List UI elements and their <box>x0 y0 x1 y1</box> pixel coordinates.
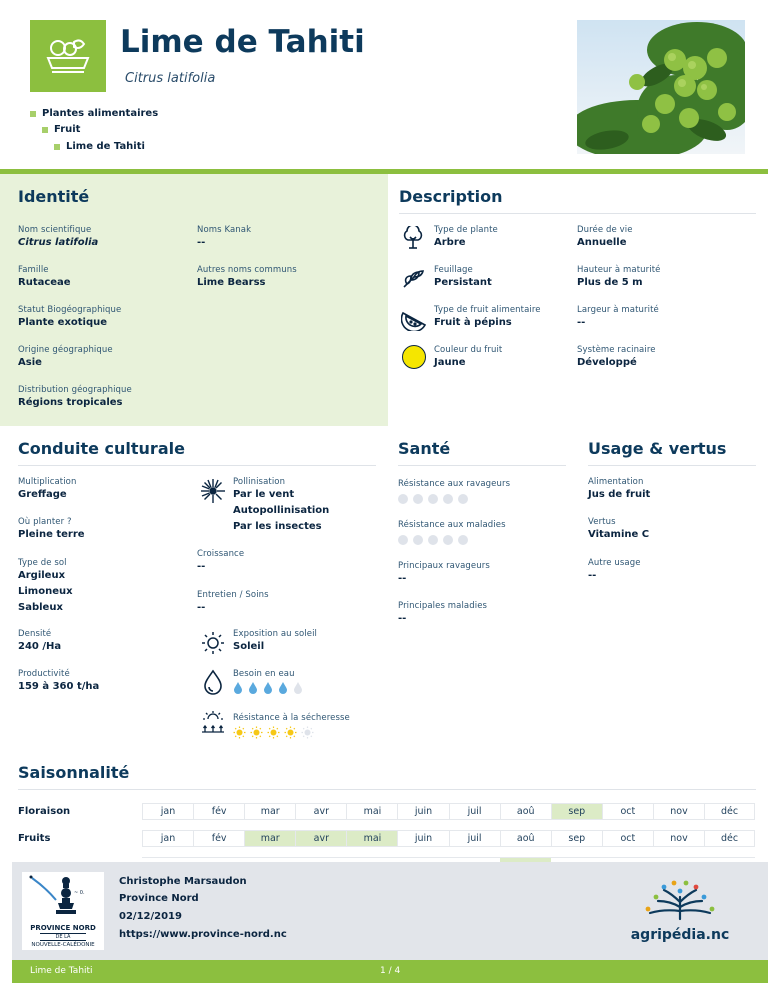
breadcrumb-level-3[interactable]: Lime de Tahiti <box>54 141 145 152</box>
description-title: Description <box>399 187 503 206</box>
season-cell-mai: mai <box>346 830 397 847</box>
agripedia-brand: agripédia.nc <box>630 927 730 943</box>
drought-resistance-meter <box>233 726 350 739</box>
footer-org: Province Nord <box>119 893 199 904</box>
season-cell-déc: déc <box>704 803 755 820</box>
resistance-dot-empty <box>413 494 423 504</box>
sun-filled <box>267 726 280 739</box>
sun-icon <box>200 630 226 656</box>
field-largeur: Largeur à maturité -- <box>577 305 659 328</box>
plant-photo <box>577 20 745 154</box>
category-logo <box>30 20 106 92</box>
field-duree-vie: Durée de vie Annuelle <box>577 225 633 248</box>
field-ou-planter: Où planter ? Pleine terre <box>18 517 85 540</box>
water-drop-filled <box>248 682 258 694</box>
resistance-dot-empty <box>398 494 408 504</box>
season-cell-avr: avr <box>295 830 346 847</box>
drought-icon <box>199 710 227 738</box>
field-systeme-racinaire: Système racinaire Développé <box>577 345 656 368</box>
season-cell-mai: mai <box>346 803 397 820</box>
season-cell-jan: jan <box>142 803 193 820</box>
logo-line-2: DE LA <box>40 933 86 941</box>
page-indicator: 1 / 4 <box>380 966 401 976</box>
field-noms-kanak: Noms Kanak -- <box>197 225 252 248</box>
season-row-fruits <box>142 830 755 847</box>
field-croissance: Croissance -- <box>197 549 245 572</box>
field-statut: Statut Biogéographique Plante exotique <box>18 305 122 328</box>
description-divider <box>399 213 756 214</box>
province-nord-logo <box>22 872 104 950</box>
season-cell-juil: juil <box>449 830 500 847</box>
identite-title: Identité <box>18 187 90 206</box>
bottom-bar-title: Lime de Tahiti <box>30 966 93 976</box>
season-cell-déc: déc <box>704 830 755 847</box>
field-principales-maladies: Principales maladies -- <box>398 601 488 624</box>
sun-empty <box>301 726 314 739</box>
season-cell-nov: nov <box>653 803 704 820</box>
usage-divider <box>588 465 756 466</box>
water-drop-filled <box>278 682 288 694</box>
season-cell-fév: fév <box>193 803 244 820</box>
field-couleur: Couleur du fruit Jaune <box>434 345 503 368</box>
season-cell-mar: mar <box>244 830 295 847</box>
field-distribution: Distribution géographique Régions tropicales <box>18 385 132 408</box>
water-drop-filled <box>263 682 273 694</box>
breadcrumb-level-2[interactable]: Fruit <box>42 124 80 135</box>
field-densite: Densité 240 /Ha <box>18 629 62 652</box>
breadcrumb-level-1[interactable]: Plantes alimentaires <box>30 108 158 119</box>
field-origine: Origine géographique Asie <box>18 345 113 368</box>
sun-filled <box>284 726 297 739</box>
fruit-basket-icon <box>44 36 92 76</box>
fruit-slice-icon <box>401 307 427 331</box>
pest-resistance-meter <box>398 494 510 504</box>
saison-title: Saisonnalité <box>18 763 130 782</box>
season-cell-jan: jan <box>142 830 193 847</box>
resistance-dot-empty <box>428 535 438 545</box>
water-need-meter <box>233 682 303 694</box>
field-secheresse: Résistance à la sécheresse <box>233 713 350 739</box>
agripedia-logo <box>630 877 730 941</box>
sante-divider <box>398 465 566 466</box>
field-besoin-eau: Besoin en eau <box>233 669 303 694</box>
season-cell-avr: avr <box>295 803 346 820</box>
tree-icon <box>401 226 425 250</box>
footer-date: 02/12/2019 <box>119 911 182 922</box>
field-type-fruit: Type de fruit alimentaire Fruit à pépins <box>434 305 541 328</box>
field-alimentation: Alimentation Jus de fruit <box>588 477 651 500</box>
season-cell-mar: mar <box>244 803 295 820</box>
field-productivite: Productivité 159 à 360 t/ha <box>18 669 100 692</box>
season-row-floraison <box>142 803 755 820</box>
field-pollinisation: Pollinisation Par le vent Autopollinisation Par les insectes <box>233 477 330 532</box>
season-cell-nov: nov <box>653 830 704 847</box>
conduite-title: Conduite culturale <box>18 439 185 458</box>
color-dot-icon <box>402 345 426 369</box>
sante-title: Santé <box>398 439 451 458</box>
field-hauteur: Hauteur à maturité Plus de 5 m <box>577 265 661 288</box>
resistance-dot-empty <box>413 535 423 545</box>
svg-text:~ 0.: ~ 0. <box>74 890 85 896</box>
pollination-icon <box>200 478 226 504</box>
season-cell-juin: juin <box>397 803 448 820</box>
footer-url[interactable]: https://www.province-nord.nc <box>119 929 287 940</box>
resistance-dot-empty <box>398 535 408 545</box>
field-entretien: Entretien / Soins -- <box>197 590 269 613</box>
resistance-dot-empty <box>443 494 453 504</box>
field-vertus: Vertus Vitamine C <box>588 517 650 540</box>
logo-line-1: PROVINCE NORD <box>30 924 96 932</box>
resistance-dot-empty <box>458 535 468 545</box>
season-cell-sep: sep <box>551 803 602 820</box>
agripedia-tree-icon <box>630 877 730 921</box>
page-subtitle: Citrus latifolia <box>125 71 216 86</box>
resistance-dot-empty <box>458 494 468 504</box>
field-resistance-ravageurs: Résistance aux ravageurs <box>398 479 510 504</box>
field-autre-usage: Autre usage -- <box>588 558 641 581</box>
water-drop-filled <box>233 682 243 694</box>
field-type-sol: Type de sol Argileux Limoneux Sableux <box>18 558 73 613</box>
field-resistance-maladies: Résistance aux maladies <box>398 520 506 545</box>
resistance-dot-empty <box>443 535 453 545</box>
sun-filled <box>233 726 246 739</box>
resistance-dot-empty <box>428 494 438 504</box>
season-cell-juin: juin <box>397 830 448 847</box>
season-cell-juil: juil <box>449 803 500 820</box>
season-cell-oct: oct <box>602 803 653 820</box>
season-cell-aoû: aoû <box>500 803 551 820</box>
disease-resistance-meter <box>398 535 506 545</box>
usage-title: Usage & vertus <box>588 439 727 458</box>
season-cell-sep: sep <box>551 830 602 847</box>
field-famille: Famille Rutaceae <box>18 265 71 288</box>
field-autres-noms: Autres noms communs Lime Bearss <box>197 265 297 288</box>
conduite-divider <box>18 465 376 466</box>
field-nom-scientifique: Nom scientifique Citrus latifolia <box>18 225 99 248</box>
season-label-floraison: Floraison <box>18 806 71 817</box>
footer-author: Christophe Marsaudon <box>119 876 247 887</box>
season-label-fruits: Fruits <box>18 833 51 844</box>
logo-line-3: NOUVELLE-CALÉDONIE <box>31 942 95 948</box>
season-cell-oct: oct <box>602 830 653 847</box>
season-cell-fév: fév <box>193 830 244 847</box>
field-feuillage: Feuillage Persistant <box>434 265 492 288</box>
saison-divider <box>18 789 756 790</box>
water-drop-icon <box>202 669 224 695</box>
sun-filled <box>250 726 263 739</box>
leaf-icon <box>401 266 425 290</box>
field-principaux-ravageurs: Principaux ravageurs -- <box>398 561 490 584</box>
field-type-plante: Type de plante Arbre <box>434 225 498 248</box>
page-title: Lime de Tahiti <box>120 24 365 60</box>
season-cell-aoû: aoû <box>500 830 551 847</box>
water-drop-empty <box>293 682 303 694</box>
field-exposition: Exposition au soleil Soleil <box>233 629 318 652</box>
field-multiplication: Multiplication Greffage <box>18 477 77 500</box>
